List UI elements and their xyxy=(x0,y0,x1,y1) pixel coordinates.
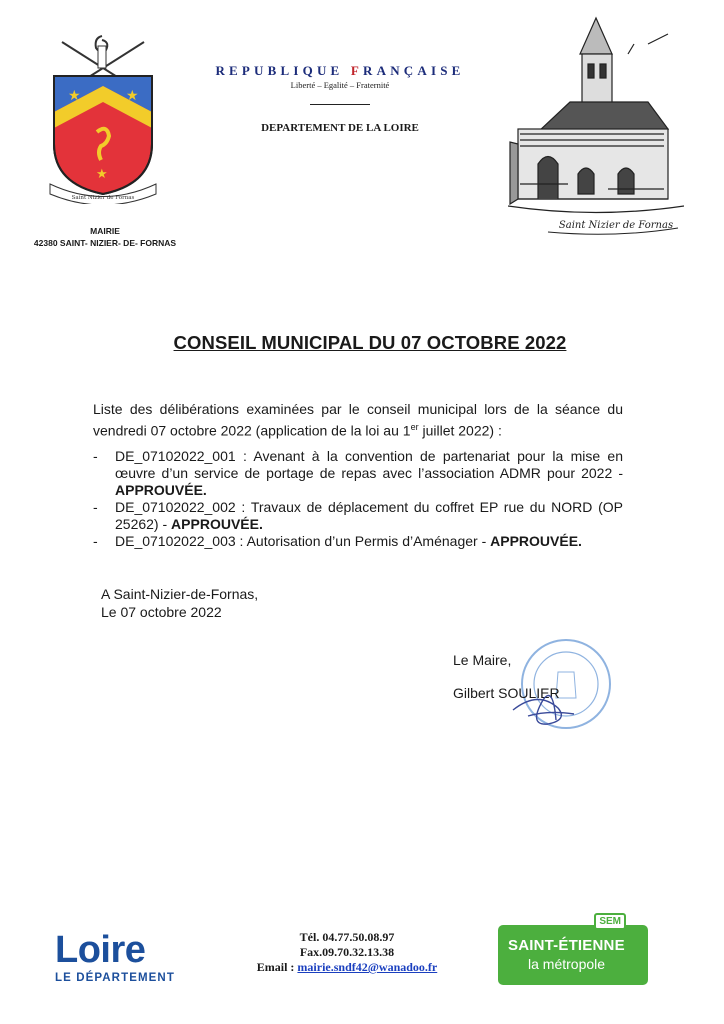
email-link[interactable]: mairie.sndf42@wanadoo.fr xyxy=(297,960,438,974)
deliberation-status: APPROUVÉE. xyxy=(171,516,263,532)
document-title: CONSEIL MUNICIPAL DU 07 OCTOBRE 2022 xyxy=(173,332,567,353)
loire-logo-subtitle: LE DÉPARTEMENT xyxy=(55,972,175,984)
svg-text:★: ★ xyxy=(126,88,139,104)
header-divider xyxy=(310,104,370,105)
francaise-word-rest: RANÇAISE xyxy=(363,63,465,78)
loire-department-logo xyxy=(55,930,190,984)
republic-motto: Liberté – Egalité – Fraternité xyxy=(290,80,390,90)
mairie-address xyxy=(0,225,210,249)
loire-logo-word: Loire xyxy=(55,929,146,971)
intro-paragraph xyxy=(93,400,623,440)
place-line: A Saint-Nizier-de-Fornas, xyxy=(101,586,259,602)
intro-text: Liste des délibérations examinées par le conseil municipal lors de la séance du vendredi 07 octobre 2022 (application de la loi au 1 xyxy=(93,401,623,439)
deliberation-text: DE_07102022_001 : Avenant à la convention de partenariat pour la mise en œuvre d’un service de portage de repas avec l’association ADMR pour 2022 - xyxy=(115,448,623,481)
list-item xyxy=(93,499,623,533)
intro-superscript: er xyxy=(410,422,419,432)
sem-badge: SEM xyxy=(594,913,626,930)
church-caption: Saint Nizier de Fornas xyxy=(558,220,674,231)
mairie-title: MAIRIE xyxy=(90,226,120,236)
list-bullet: - xyxy=(93,499,98,515)
email-line xyxy=(232,960,462,975)
coat-of-arms-logo xyxy=(42,34,164,204)
signature-role: Le Maire, xyxy=(453,652,512,668)
list-item xyxy=(93,533,623,550)
deliberation-text: DE_07102022_002 : Travaux de déplacement du coffret EP rue du NORD (OP 25262) - xyxy=(115,499,623,532)
place-and-date xyxy=(101,585,258,621)
republic-initial-f: F xyxy=(350,63,364,78)
contact-block xyxy=(232,930,462,975)
list-bullet: - xyxy=(93,448,98,464)
deliberation-status: APPROUVÉE. xyxy=(490,533,582,549)
phone-number: Tél. 04.77.50.08.97 xyxy=(299,930,395,944)
republic-word-rest: EPUBLIQUE xyxy=(229,63,351,78)
fax-number: Fax.09.70.32.13.38 xyxy=(299,945,395,959)
deliberation-text: DE_07102022_003 : Autorisation d’un Permis d’Aménager - xyxy=(115,533,487,549)
list-item xyxy=(93,448,623,499)
church-sketch-image xyxy=(508,14,684,238)
department-heading: DEPARTEMENT DE LA LOIRE xyxy=(261,122,419,134)
email-label: Email : xyxy=(256,960,295,974)
sem-logo-line1: SAINT-ÉTIENNE xyxy=(508,937,625,954)
handwritten-signature xyxy=(508,680,578,728)
mairie-postal-address: 42380 SAINT- NIZIER- DE- FORNAS xyxy=(33,238,177,248)
republic-heading xyxy=(185,63,495,79)
svg-text:★: ★ xyxy=(68,88,81,104)
intro-text-end: juillet 2022) : xyxy=(418,422,502,439)
deliberation-status: APPROUVÉE. xyxy=(115,482,207,498)
saint-etienne-metropole-logo xyxy=(498,916,648,985)
list-bullet: - xyxy=(93,533,98,549)
deliberations-list xyxy=(93,448,623,550)
sem-logo-line2: la métropole xyxy=(528,956,606,972)
coat-motto: Saint Nizier de Fornas xyxy=(71,195,135,201)
svg-text:★: ★ xyxy=(96,167,108,182)
signature-name: Gilbert SOULIER xyxy=(453,685,560,701)
date-line: Le 07 octobre 2022 xyxy=(101,604,222,620)
republic-initial-r: R xyxy=(215,63,230,78)
